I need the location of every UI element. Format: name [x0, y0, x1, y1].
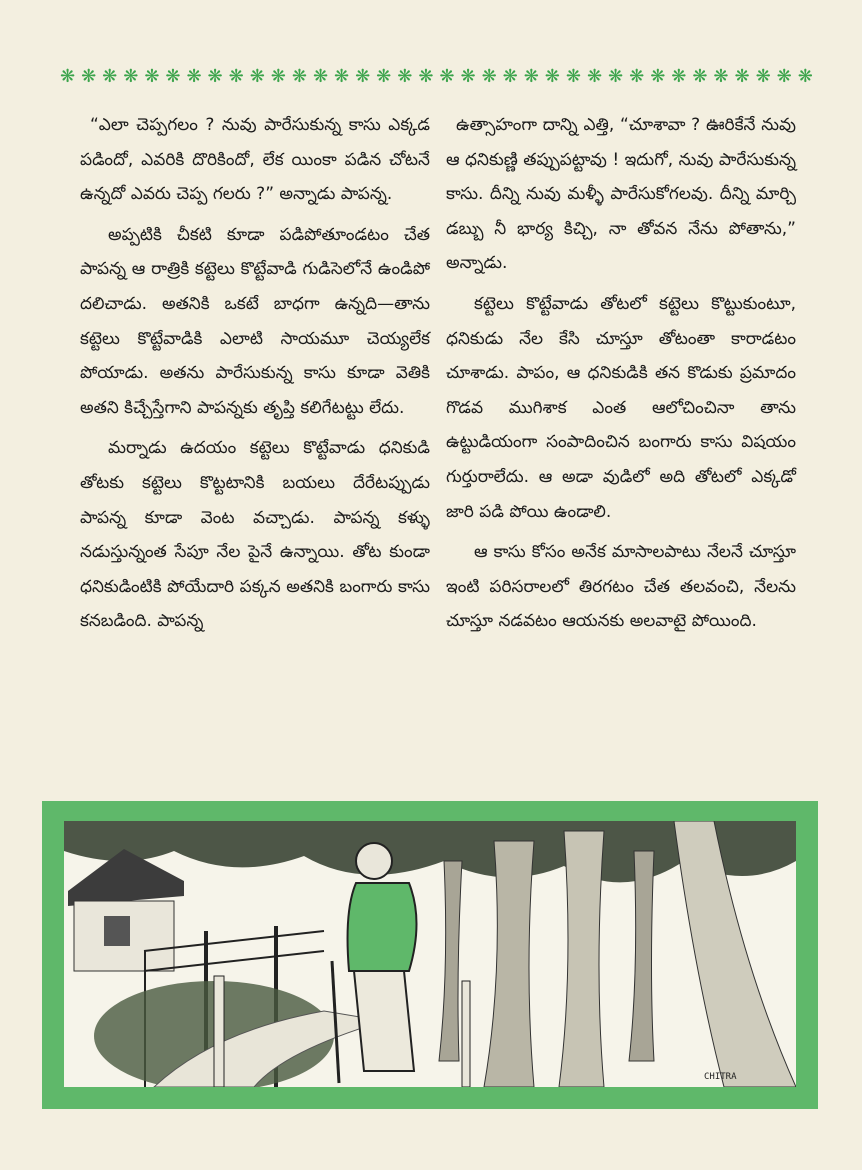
paragraph: అప్పటికి చీకటి కూడా పడిపోతూండటం చేత పాపన్న ఆ రాత్రికి కట్టెలు కొట్టేవాడి గుడిసెలోనే ఉండిపో దలిచాడు. అతనికి ఒకటే బాధగా ఉన్నది—తాను కట్టెలు కొట్టేవాడికి ఎలాటి సాయమూ చెయ్యలేక పోయాడు. అతను పారేసుకున్న కాసు కూడా వెతికి అతని కిచ్చేస్తేగాని పాపన్నకు తృప్తి కలిగేటట్టు లేదు.	[80, 224, 430, 418]
leaf-pattern-icon: ❋	[502, 66, 517, 87]
story-illustration	[42, 801, 818, 1109]
decorative-border	[60, 66, 812, 88]
leaf-pattern-icon: ❋	[418, 66, 433, 87]
leaf-pattern-icon: ❋	[60, 66, 75, 87]
leaf-pattern-icon: ❋	[797, 66, 812, 87]
leaf-pattern-icon: ❋	[334, 66, 349, 87]
leaf-pattern-icon: ❋	[586, 66, 602, 87]
paragraph: “ఎలా చెప్పగలం ? నువు పారేసుకున్న కాసు ఎక్కడ పడిందో, ఎవరికి దొరికిందో, లేక యింకా పడిన చోటనే ఉన్నదో ఎవరు చెప్ప గలరు ?” అన్నాడు పాపన్న.	[80, 115, 430, 205]
leaf-pattern-icon: ❋	[481, 66, 496, 87]
paragraph: కట్టెలు కొట్టేవాడు తోటలో కట్టెలు కొట్టుకుంటూ, ధనికుడు నేల కేసి చూస్తూ తోటంతా కారాడటం చూశాడు. పాపం, ఆ ధనికుడికి తన కొడుకు ప్రమాదం గొడవ ముగిశాక ఎంత ఆలోచించినా తాను ఉట్టుడియంగా సంపాదించిన బంగారు కాసు విషయం గుర్తురాలేదు. ఆ అడా వుడిలో అది తోటలో ఎక్కడో జారి పడి పోయి ఉండాలి.	[446, 293, 796, 522]
leaf-pattern-icon: ❋	[186, 66, 201, 87]
leaf-pattern-icon: ❋	[291, 66, 306, 87]
leaf-pattern-icon: ❋	[776, 66, 791, 87]
paragraph: మర్నాడు ఉదయం కట్టెలు కొట్టేవాడు ధనికుడి తోటకు కట్టెలు కొట్టటానికి బయలు దేరేటప్పుడు పాపన్న కూడా వెంట వచ్చాడు. పాపన్న కళ్ళు నడుస్తున్నంత సేపూ నేల పైనే ఉన్నాయి. తోట కుండా ధనికుడింటికి పోయేదారి పక్కన అతనికి బంగారు కాసు కనబడింది. పాపన్న	[80, 438, 430, 632]
leaf-pattern-icon: ❋	[102, 66, 117, 87]
leaf-pattern-icon: ❋	[460, 66, 475, 87]
leaf-pattern-icon: ❋	[355, 66, 370, 87]
leaf-pattern-icon: ❋	[123, 66, 138, 87]
leaf-pattern-icon: ❋	[312, 66, 328, 87]
leaf-pattern-icon: ❋	[713, 66, 728, 87]
leaf-pattern-icon: ❋	[692, 66, 707, 87]
paragraph: ఆ కాసు కోసం అనేక మాసాలపాటు నేలనే చూస్తూ ఇంటి పరిసరాలలో తిరగటం చేత తలవంచి, నేలను చూస్తూ నడవటం ఆయనకు అలవాటై పోయింది.	[446, 542, 796, 632]
leaf-pattern-icon: ❋	[629, 66, 644, 87]
leaf-pattern-icon: ❋	[376, 66, 391, 87]
leaf-pattern-icon: ❋	[439, 66, 454, 87]
leaf-pattern-icon: ❋	[144, 66, 159, 87]
left-text-column	[80, 108, 430, 645]
forest-scene-drawing	[64, 821, 796, 1087]
leaf-pattern-icon: ❋	[207, 66, 222, 87]
right-text-column	[446, 108, 796, 645]
leaf-pattern-icon: ❋	[397, 66, 412, 87]
artist-signature: CHITRA	[704, 1072, 737, 1082]
paragraph: ఉత్సాహంగా దాన్ని ఎత్తి, “చూశావా ? ఊరికేనే నువు ఆ ధనికుణ్ణి తప్పుపట్టావు ! ఇదుగో, నువు పారేసుకున్న కాసు. దీన్ని నువు మళ్ళీ పారేసుకోగలవు. దీన్ని మార్చి డబ్బు నీ భార్య కిచ్చి, నా తోవన నేను పోతాను,” అన్నాడు.	[446, 115, 796, 274]
leaf-pattern-icon: ❋	[523, 66, 538, 87]
leaf-pattern-icon: ❋	[249, 66, 264, 87]
leaf-pattern-icon: ❋	[270, 66, 285, 87]
leaf-pattern-icon: ❋	[755, 66, 770, 87]
leaf-pattern-icon: ❋	[650, 66, 665, 87]
leaf-pattern-icon: ❋	[734, 66, 749, 87]
leaf-pattern-icon: ❋	[228, 66, 243, 87]
leaf-pattern-icon: ❋	[544, 66, 559, 87]
leaf-pattern-icon: ❋	[671, 66, 686, 87]
leaf-pattern-icon: ❋	[81, 66, 96, 87]
leaf-pattern-icon: ❋	[565, 66, 580, 87]
leaf-pattern-icon: ❋	[165, 66, 180, 87]
leaf-pattern-icon: ❋	[608, 66, 623, 87]
